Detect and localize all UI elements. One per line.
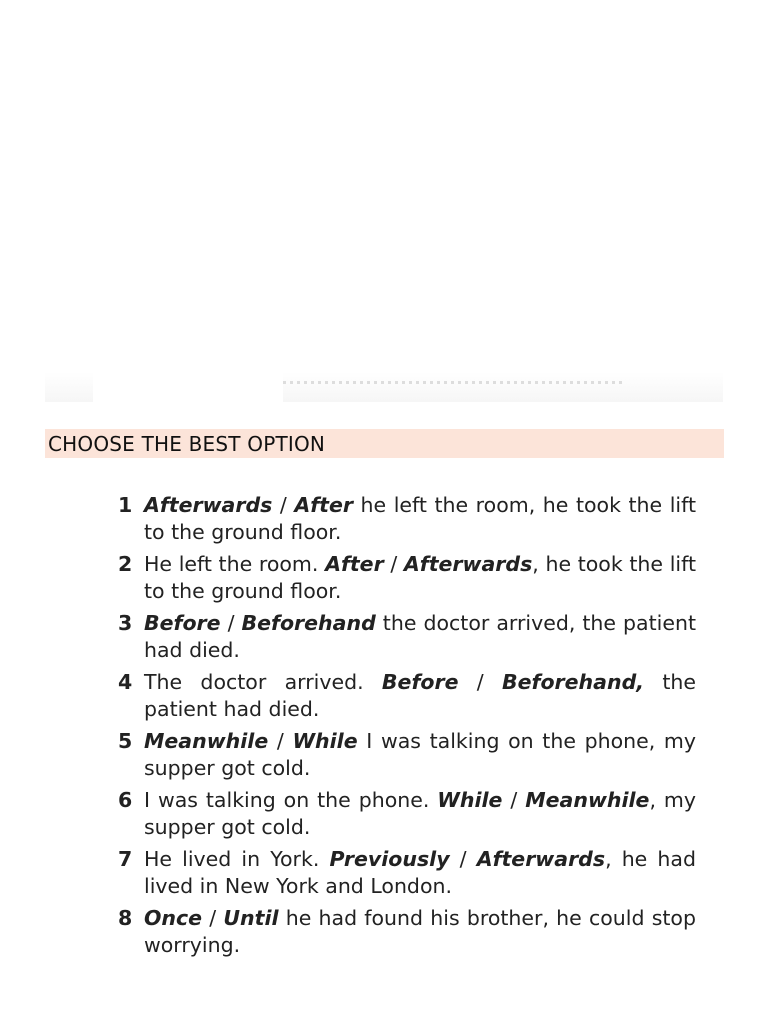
answer-option: Previously — [329, 847, 450, 871]
section-heading: CHOOSE THE BEST OPTION — [48, 432, 326, 456]
item-number: 3 — [118, 611, 133, 635]
sentence-text: He left the room. — [144, 552, 326, 576]
sentence-text: He lived in York. — [144, 847, 330, 871]
faded-scan-strip-right — [283, 372, 723, 402]
answer-option: Beforehand — [241, 611, 376, 635]
sentence-text: / — [458, 670, 502, 694]
sentence-text: I was talking on the phone. — [144, 788, 438, 812]
answer-option: While — [437, 788, 503, 812]
exercise-item-3 — [118, 610, 696, 664]
sentence-text: / — [202, 906, 224, 930]
answer-option: Afterwards — [144, 493, 273, 517]
faded-scan-strip-left — [45, 372, 93, 402]
answer-option: Before — [381, 670, 459, 694]
answer-option: After — [325, 552, 384, 576]
exercise-item-5 — [118, 728, 696, 782]
exercise-item-8 — [118, 905, 696, 959]
sentence-text: , he had lived in New York and London. — [144, 847, 696, 898]
answer-option: Once — [144, 906, 203, 930]
sentence-text: I was talking on the phone, my supper got cold. — [144, 729, 696, 780]
sentence-text: The doctor arrived. — [144, 670, 382, 694]
sentence-text: , my supper got cold. — [144, 788, 696, 839]
sentence-text: / — [268, 729, 293, 753]
item-number: 4 — [118, 670, 133, 694]
answer-option: Beforehand, — [502, 670, 645, 694]
sentence-text: , he took the lift to the ground floor. — [144, 552, 696, 603]
sentence-text: / — [383, 552, 404, 576]
item-number: 2 — [118, 552, 133, 576]
sentence-text: the doctor arrived, the patient had died. — [144, 611, 696, 662]
answer-option: Before — [144, 611, 221, 635]
sentence-text: / — [272, 493, 295, 517]
answer-option: Afterwards — [476, 847, 606, 871]
answer-option: Until — [223, 906, 279, 930]
sentence-text: / — [449, 847, 477, 871]
exercise-item-1 — [118, 492, 696, 546]
exercise-item-6 — [118, 787, 696, 841]
item-number: 6 — [118, 788, 133, 812]
exercise-list — [118, 492, 696, 964]
sentence-text: he left the room, he took the lift to the ground floor. — [144, 493, 696, 544]
answer-option: Meanwhile — [525, 788, 650, 812]
answer-option: Meanwhile — [144, 729, 269, 753]
sentence-text: / — [220, 611, 242, 635]
faded-text-line — [283, 381, 623, 384]
section-heading-bar — [45, 429, 724, 458]
answer-option: Afterwards — [403, 552, 533, 576]
item-number: 7 — [118, 847, 133, 871]
item-number: 1 — [118, 493, 133, 517]
sentence-text: he had found his brother, he could stop worrying. — [144, 906, 696, 957]
sentence-text: / — [502, 788, 526, 812]
answer-option: After — [294, 493, 353, 517]
sentence-text: the patient had died. — [144, 670, 696, 721]
answer-option: While — [292, 729, 358, 753]
item-number: 8 — [118, 906, 133, 930]
item-number: 5 — [118, 729, 133, 753]
exercise-item-7 — [118, 846, 696, 900]
exercise-item-4 — [118, 669, 696, 723]
exercise-item-2 — [118, 551, 696, 605]
